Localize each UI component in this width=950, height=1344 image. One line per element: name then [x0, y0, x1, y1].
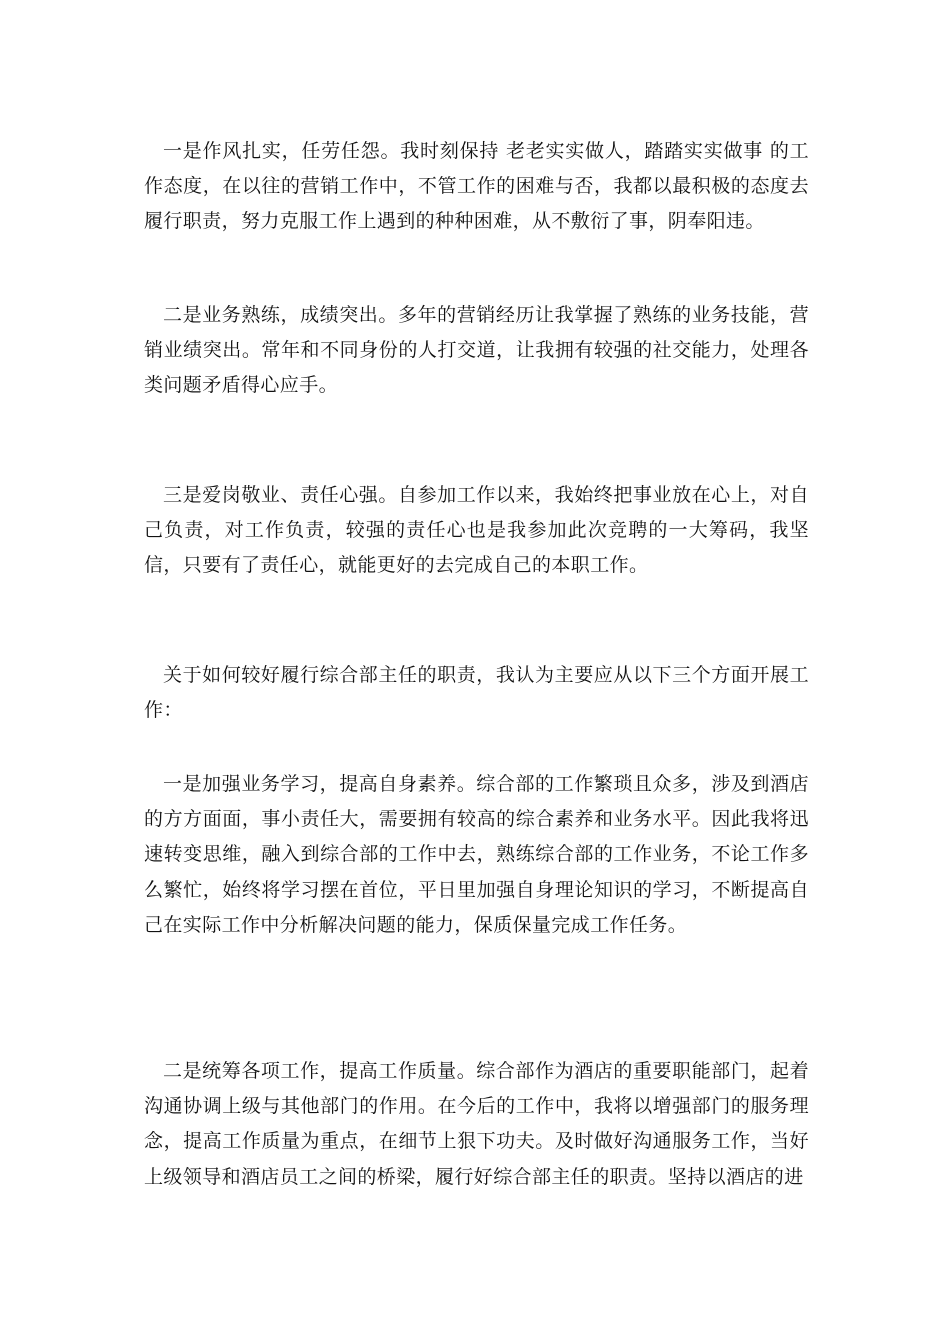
- paragraph-dedication: 三是爱岗敬业、责任心强。自参加工作以来，我始终把事业放在心上，对自己负责，对工作负责，较强的责任心也是我参加此次竞聘的一大筹码，我坚信，只要有了责任心，就能更好的去完成自己的本职工作。: [144, 484, 809, 577]
- paragraph-work-style: 一是作风扎实，任劳任怨。我时刻保持 老老实实做人，踏踏实实做事 的工作态度，在以往的营销工作中，不管工作的困难与否，我都以最积极的态度去履行职责，努力克服工作上遇到的种种困难，从不敷衍了事，阴奉阳违。: [144, 140, 809, 233]
- paragraph-duties-intro: 关于如何较好履行综合部主任的职责，我认为主要应从以下三个方面开展工作：: [144, 664, 809, 722]
- paragraph-study: 一是加强业务学习，提高自身素养。综合部的工作繁琐且众多，涉及到酒店的方方面面，事小责任大，需要拥有较高的综合素养和业务水平。因此我将迅速转变思维，融入到综合部的工作中去，熟练综合部的工作业务，不论工作多么繁忙，始终将学习摆在首位，平日里加强自身理论知识的学习，不断提高自己在实际工作中分析解决问题的能力，保质保量完成工作任务。: [144, 773, 809, 936]
- paragraph-business-skill: 二是业务熟练，成绩突出。多年的营销经历让我掌握了熟练的业务技能，营销业绩突出。常年和不同身份的人打交道，让我拥有较强的社交能力，处理各类问题矛盾得心应手。: [144, 304, 809, 397]
- paragraph-coordination: 二是统筹各项工作，提高工作质量。综合部作为酒店的重要职能部门，起着沟通协调上级与其他部门的作用。在今后的工作中，我将以增强部门的服务理念，提高工作质量为重点，在细节上狠下功夫。及时做好沟通服务工作，当好上级领导和酒店员工之间的桥梁，履行好综合部主任的职责。坚持以酒店的进: [144, 1060, 809, 1188]
